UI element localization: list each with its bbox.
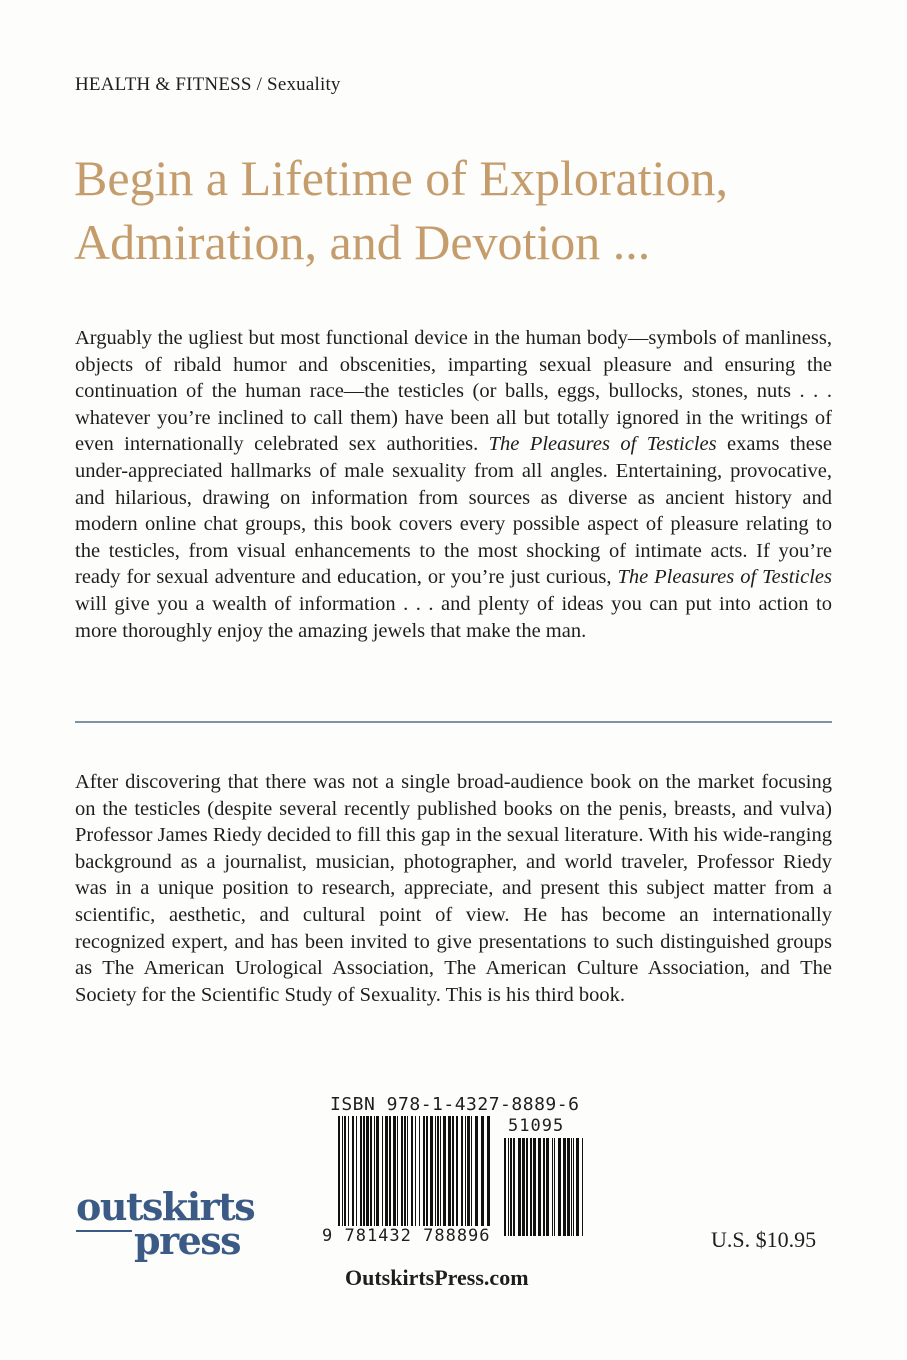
publisher-website: OutskirtsPress.com: [345, 1265, 529, 1290]
book-title-italic-1: The Pleasures of Testicles: [488, 433, 717, 456]
price: U.S. $10.95: [711, 1227, 817, 1252]
logo-line-1: outskirts: [76, 1184, 255, 1229]
ean-bars: [338, 1116, 490, 1228]
barcode-digits: 9 781432 788896: [322, 1226, 491, 1246]
isbn-text: ISBN 978-1-4327-8889-6: [330, 1094, 580, 1115]
author-bio: After discovering that there was not a single broad-audience book on the market focusing on the testicles (despite several recently published books on the penis, breasts, and vulva) Professor James Riedy decided to fill this gap in the sexual literature. With his wide-ranging background as a journalist, musician, photographer, and world traveler, Professor Riedy was in a unique position to research, appreciate, and present this subject matter from a scientific, aesthetic, and cultural point of view. He has become an internationally recognized expert, and has been invited to give presentations to such distinguished groups as The American Urological Association, The American Culture Association, and The Society for the Scientific Study of Sexuality. This is his third book.: [75, 771, 832, 1006]
section-divider: [75, 721, 832, 723]
book-title-italic-2: The Pleasures of Testicles: [617, 566, 832, 589]
logo-swoosh: [76, 1230, 132, 1232]
headline-line-1: Begin a Lifetime of Exploration,: [74, 150, 728, 206]
description-part-1: Arguably the ugliest but most functional device in the human body—symbols of manliness, objects of ribald humor and obscenities, imparting sexual pleasure and ensuring the continuation of the human race—the testicles (or balls, eggs, bullocks, stones, nuts . . . whatever you’re inclined to call them) have been all but totally ignored in the writings of even internationally celebrated sex authorities.: [75, 327, 832, 456]
logo-line-2: press: [134, 1218, 241, 1263]
category-label: HEALTH & FITNESS / Sexuality: [75, 74, 341, 95]
book-description: [75, 325, 832, 644]
description-part-2: exams these under-appreciated hallmarks of male sexuality from all angles. Entertaining, provocative, and hilarious, drawing on information from sources as diverse as ancient history and modern online chat groups, this book covers every possible aspect of pleasure relating to the testicles, from visual enhancements to the most shocking of intimate acts. If you’re ready for sexual adventure and education, or you’re just curious,: [75, 433, 832, 589]
headline: [74, 146, 854, 274]
price-code: 51095: [508, 1116, 565, 1136]
headline-line-2: Admiration, and Devotion ...: [74, 214, 651, 270]
addon-bars: [504, 1138, 583, 1236]
publisher-logo: [76, 1184, 255, 1266]
description-part-3: will give you a wealth of information . . . and plenty of ideas you can put into action to more thoroughly enjoy the amazing jewels that make the man.: [75, 592, 832, 642]
